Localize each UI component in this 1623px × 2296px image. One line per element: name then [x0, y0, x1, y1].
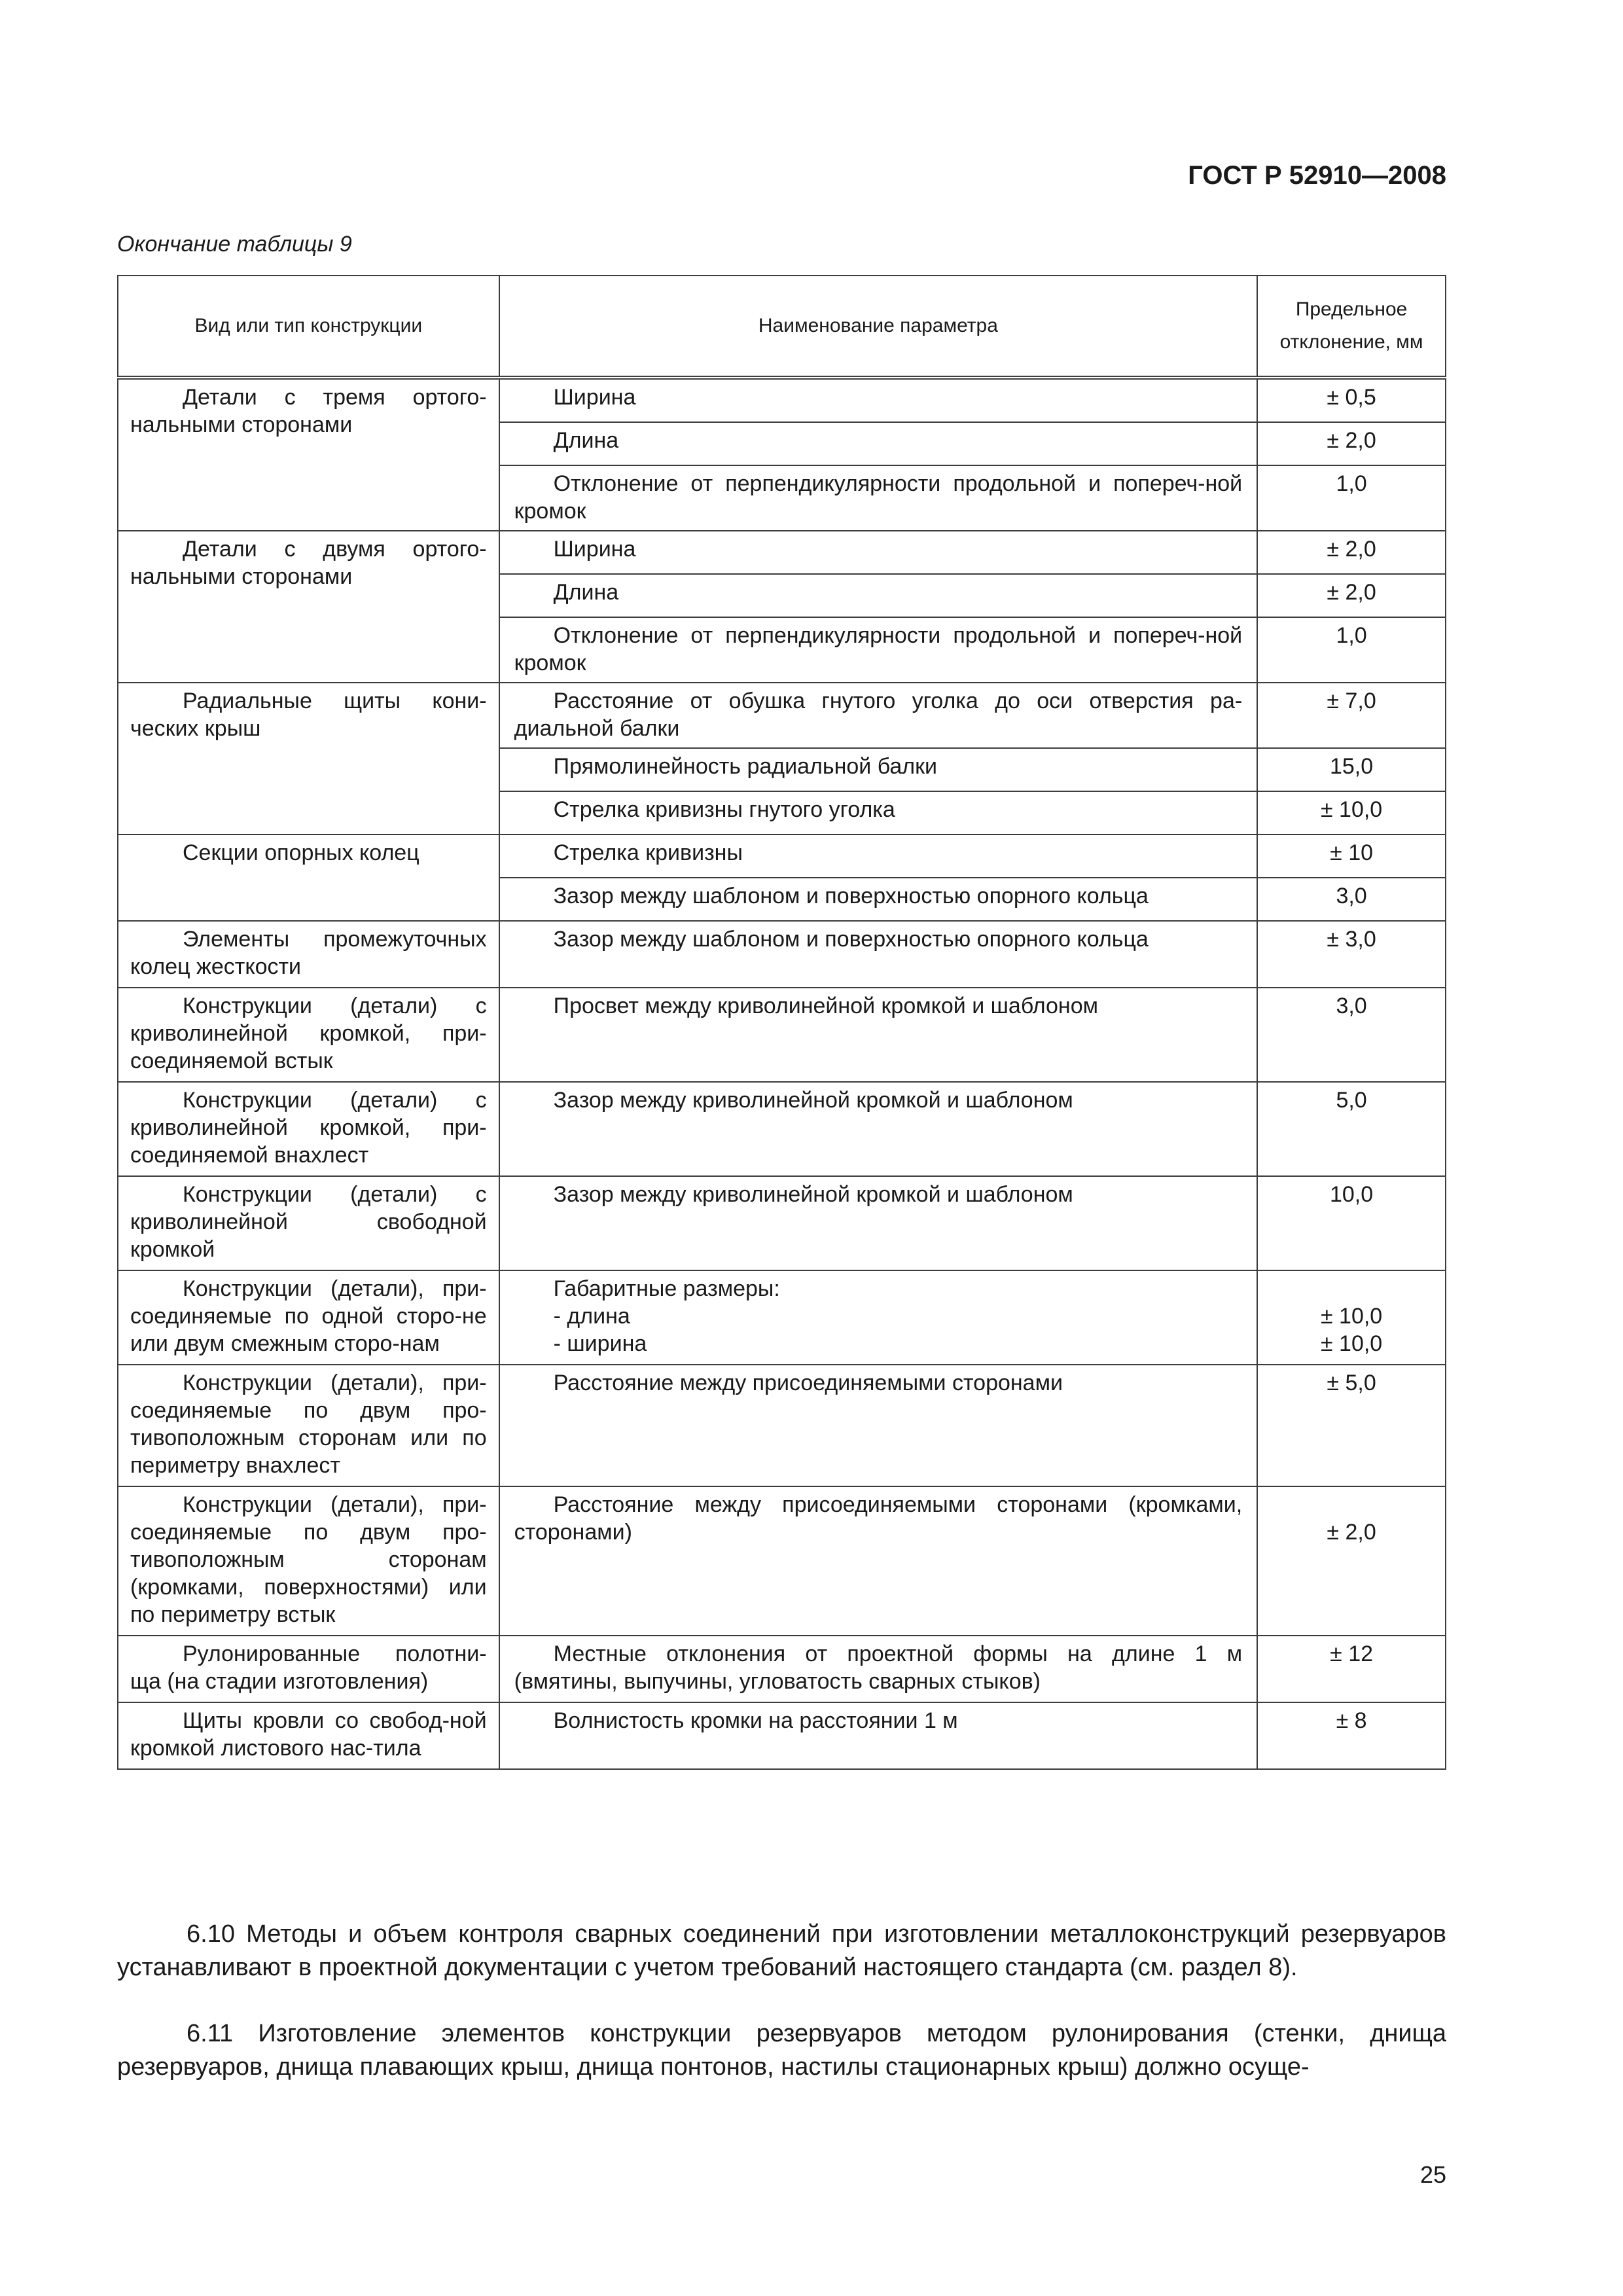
- table-row: [118, 1176, 1446, 1270]
- param-text: Местные отклонения от проектной формы на длине 1 м (вмятины, выпучины, угловатость сварных стыков): [514, 1641, 1243, 1694]
- type-cell: [118, 921, 499, 988]
- table-row: [118, 834, 1446, 878]
- type-text: Щиты кровли со свобод-ной кромкой листового нас-тила: [130, 1708, 487, 1761]
- param-cell: [499, 921, 1258, 988]
- value-cell: ± 12: [1257, 1636, 1446, 1702]
- page-number: 25: [1419, 2161, 1446, 2188]
- param-cell: [499, 834, 1258, 878]
- value-cell: ± 2,0: [1257, 1486, 1446, 1636]
- param-text: Прямолинейность радиальной балки: [553, 754, 938, 779]
- header-deviation: [1257, 276, 1446, 378]
- param-cell: [499, 1636, 1258, 1702]
- param-cell: [499, 422, 1258, 465]
- value-cell: 1,0: [1257, 617, 1446, 683]
- param-text: Зазор между шаблоном и поверхностью опорного кольца: [553, 927, 1149, 952]
- value-cell: ± 0,5: [1257, 378, 1446, 422]
- param-cell: [499, 1702, 1258, 1769]
- type-cell: [118, 683, 499, 834]
- param-text: Ширина: [553, 385, 636, 410]
- table-row: [118, 1082, 1446, 1176]
- param-text: Отклонение от перпендикулярности продольной и попереч-ной кромок: [514, 623, 1243, 675]
- type-text: Конструкции (детали), при-соединяемые по двум про-тивоположным сторонам или по периметру внахлест: [130, 1371, 487, 1478]
- type-text: Радиальные щиты кони-ческих крыш: [130, 689, 487, 741]
- param-cell: [499, 1082, 1258, 1176]
- param-cell: [499, 878, 1258, 921]
- param-cell: [499, 988, 1258, 1082]
- value-cell: 5,0: [1257, 1082, 1446, 1176]
- value-cell: ± 3,0: [1257, 921, 1446, 988]
- param-text: Длина: [553, 580, 619, 605]
- table-row: [118, 1636, 1446, 1702]
- value-cell: ± 2,0: [1257, 574, 1446, 617]
- value-length: ± 10,0: [1320, 1304, 1383, 1329]
- type-text: Секции опорных колец: [183, 840, 419, 865]
- value-cell: ± 7,0: [1257, 683, 1446, 748]
- type-text: Конструкции (детали) с криволинейной кромкой, при-соединяемой встык: [130, 994, 487, 1073]
- param-text: Расстояние между присоединяемыми сторонами (кромками, сторонами): [514, 1492, 1243, 1545]
- param-text: Зазор между криволинейной кромкой и шаблоном: [553, 1088, 1073, 1113]
- table-row: [118, 378, 1446, 422]
- table-row: [118, 1365, 1446, 1486]
- type-cell: [118, 1365, 499, 1486]
- param-cell: [499, 683, 1258, 748]
- param-sub-width: - ширина: [553, 1331, 647, 1356]
- type-text: Детали с тремя ортого-нальными сторонами: [130, 385, 487, 437]
- param-cell: [499, 1486, 1258, 1636]
- param-cell: [499, 531, 1258, 574]
- value-cell: 1,0: [1257, 465, 1446, 531]
- param-text: Отклонение от перпендикулярности продольной и попереч-ной кромок: [514, 471, 1243, 524]
- param-text: Стрелка кривизны гнутого уголка: [553, 797, 895, 822]
- table-row: [118, 988, 1446, 1082]
- param-cell: [499, 617, 1258, 683]
- type-cell: [118, 834, 499, 921]
- header-param: Наименование параметра: [499, 276, 1258, 378]
- value-cell: ± 10: [1257, 834, 1446, 878]
- value-width: ± 10,0: [1320, 1331, 1383, 1356]
- value-cell: ± 10,0: [1257, 791, 1446, 834]
- param-cell: [499, 1365, 1258, 1486]
- type-cell: [118, 1176, 499, 1270]
- type-cell: [118, 988, 499, 1082]
- param-text: Просвет между криволинейной кромкой и шаблоном: [553, 994, 1098, 1018]
- table-row: [118, 531, 1446, 574]
- header-deviation-line1: Предельное: [1295, 298, 1408, 320]
- value-cell: ± 5,0: [1257, 1365, 1446, 1486]
- param-text: Расстояние от обушка гнутого уголка до оси отверстия ра-диальной балки: [514, 689, 1243, 741]
- value-cell: 15,0: [1257, 748, 1446, 791]
- param-text: Стрелка кривизны: [553, 840, 743, 865]
- paragraph-6-10-text: 6.10 Методы и объем контроля сварных соединений при изготовлении металлоконструкций резервуаров устанавливают в проектной документации с учетом требований настоящего стандарта (см. раздел 8).: [117, 1920, 1446, 1981]
- value-cell: ± 2,0: [1257, 531, 1446, 574]
- param-text: Волнистость кромки на расстоянии 1 м: [553, 1708, 958, 1733]
- table-row: [118, 1486, 1446, 1636]
- paragraph-6-10: [117, 1918, 1446, 1984]
- header-type: Вид или тип конструкции: [118, 276, 499, 378]
- param-cell: [499, 378, 1258, 422]
- table-row: [118, 921, 1446, 988]
- type-cell: [118, 1636, 499, 1702]
- table-row: [118, 683, 1446, 748]
- value-cell: 10,0: [1257, 1176, 1446, 1270]
- param-text: Длина: [553, 428, 619, 453]
- type-text: Детали с двумя ортого-нальными сторонами: [130, 537, 487, 589]
- table-header-row: [118, 276, 1446, 378]
- table-row: [118, 1702, 1446, 1769]
- table-row: [118, 1270, 1446, 1365]
- param-text: Зазор между криволинейной кромкой и шаблоном: [553, 1182, 1073, 1207]
- param-cell: [499, 748, 1258, 791]
- value-cell: ± 2,0: [1257, 422, 1446, 465]
- header-deviation-line2: отклонение, мм: [1279, 331, 1423, 353]
- type-cell: [118, 1082, 499, 1176]
- type-text: Элементы промежуточных колец жесткости: [130, 927, 487, 979]
- table-caption: Окончание таблицы 9: [117, 232, 352, 257]
- param-sub-length: - длина: [553, 1304, 630, 1329]
- document-code: ГОСТ Р 52910—2008: [1188, 161, 1446, 190]
- param-cell: [499, 1270, 1258, 1365]
- type-cell: [118, 1702, 499, 1769]
- type-text: Конструкции (детали), при-соединяемые по одной сторо-не или двум смежным сторо-нам: [130, 1276, 487, 1356]
- param-cell: [499, 465, 1258, 531]
- paragraph-6-11: [117, 2017, 1446, 2084]
- value-cell: ± 8: [1257, 1702, 1446, 1769]
- type-cell: [118, 378, 499, 531]
- param-cell: [499, 574, 1258, 617]
- value-cell: 3,0: [1257, 878, 1446, 921]
- param-text: Ширина: [553, 537, 636, 562]
- type-cell: [118, 531, 499, 683]
- param-text: Габаритные размеры:: [553, 1276, 780, 1301]
- value-cell: [1257, 1270, 1446, 1365]
- param-text: Расстояние между присоединяемыми сторонами: [553, 1371, 1063, 1395]
- type-text: Конструкции (детали) с криволинейной свободной кромкой: [130, 1182, 487, 1262]
- paragraph-6-11-text: 6.11 Изготовление элементов конструкции резервуаров методом рулонирования (стенки, днища резервуаров, днища плавающих крыш, днища понтонов, настилы стационарных крыш) должно осуще-: [117, 2020, 1446, 2081]
- param-text: Зазор между шаблоном и поверхностью опорного кольца: [553, 884, 1149, 908]
- type-text: Конструкции (детали) с криволинейной кромкой, при-соединяемой внахлест: [130, 1088, 487, 1168]
- param-cell: [499, 791, 1258, 834]
- type-text: Конструкции (детали), при-соединяемые по двум про-тивоположным сторонам (кромками, поверхностями) или по периметру встык: [130, 1492, 487, 1627]
- type-text: Рулонированные полотни-ща (на стадии изготовления): [130, 1641, 487, 1694]
- type-cell: [118, 1270, 499, 1365]
- param-cell: [499, 1176, 1258, 1270]
- tolerance-table: [117, 275, 1446, 1770]
- type-cell: [118, 1486, 499, 1636]
- value-cell: 3,0: [1257, 988, 1446, 1082]
